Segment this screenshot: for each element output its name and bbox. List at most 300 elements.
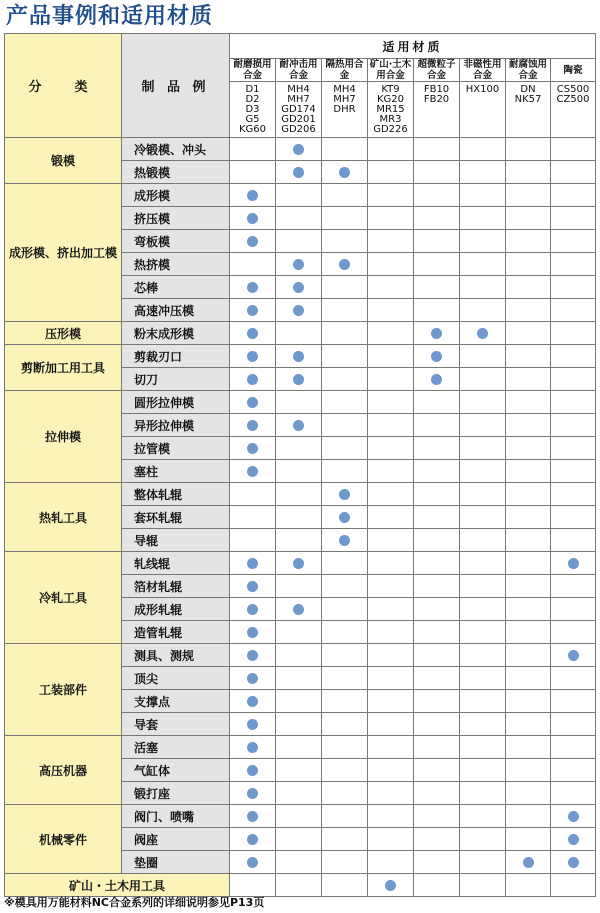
suitable-mark-icon xyxy=(293,282,304,293)
suitability-cell xyxy=(460,506,506,529)
suitability-cell xyxy=(230,782,276,805)
suitability-cell xyxy=(322,552,368,575)
suitability-cell xyxy=(506,690,551,713)
suitability-cell xyxy=(414,851,460,874)
product-cell: 粉末成形模 xyxy=(122,322,230,345)
suitable-mark-icon xyxy=(385,880,396,891)
suitability-cell xyxy=(414,644,460,667)
suitability-cell xyxy=(551,690,596,713)
product-cell: 活塞 xyxy=(122,736,230,759)
suitability-cell xyxy=(230,598,276,621)
suitable-mark-icon xyxy=(247,696,258,707)
suitability-cell xyxy=(230,736,276,759)
suitable-mark-icon xyxy=(247,328,258,339)
suitability-cell xyxy=(368,253,414,276)
suitability-cell xyxy=(276,552,322,575)
suitability-cell xyxy=(414,690,460,713)
suitability-cell xyxy=(322,184,368,207)
suitability-cell xyxy=(551,138,596,161)
suitability-cell xyxy=(414,391,460,414)
suitability-cell xyxy=(460,575,506,598)
material-table xyxy=(4,33,596,897)
suitability-cell xyxy=(368,828,414,851)
product-cell: 剪裁刃口 xyxy=(122,345,230,368)
suitable-mark-icon xyxy=(247,443,258,454)
grade-label: GD201 xyxy=(281,114,316,125)
material-name: 非磁性用合金 xyxy=(460,59,506,82)
suitability-cell xyxy=(368,299,414,322)
suitability-cell xyxy=(551,276,596,299)
suitable-mark-icon xyxy=(293,420,304,431)
suitability-cell xyxy=(368,437,414,460)
product-cell: 锻打座 xyxy=(122,782,230,805)
suitability-cell xyxy=(551,713,596,736)
suitability-cell xyxy=(506,207,551,230)
material-name: 陶瓷 xyxy=(551,59,596,82)
suitable-mark-icon xyxy=(247,397,258,408)
suitability-cell xyxy=(322,207,368,230)
suitability-cell xyxy=(368,782,414,805)
suitability-cell xyxy=(276,621,322,644)
suitability-cell xyxy=(460,782,506,805)
category-cell: 冷轧工具 xyxy=(5,552,122,644)
suitability-cell xyxy=(460,690,506,713)
suitability-cell xyxy=(322,345,368,368)
suitability-cell xyxy=(506,161,551,184)
suitable-mark-icon xyxy=(247,351,258,362)
suitability-cell xyxy=(368,230,414,253)
suitability-cell xyxy=(368,575,414,598)
suitability-cell xyxy=(551,874,596,897)
suitable-mark-icon xyxy=(568,857,579,868)
suitability-cell xyxy=(551,759,596,782)
product-cell: 异形拉伸模 xyxy=(122,414,230,437)
suitability-cell xyxy=(322,598,368,621)
suitable-mark-icon xyxy=(247,604,258,615)
grade-label: D3 xyxy=(245,104,260,115)
category-cell: 拉伸模 xyxy=(5,391,122,483)
suitability-cell xyxy=(414,529,460,552)
suitability-cell xyxy=(230,230,276,253)
suitability-cell xyxy=(230,368,276,391)
suitability-cell xyxy=(551,506,596,529)
suitability-cell xyxy=(276,184,322,207)
suitability-cell xyxy=(506,828,551,851)
suitable-mark-icon xyxy=(247,213,258,224)
suitability-cell xyxy=(506,621,551,644)
suitability-cell xyxy=(506,713,551,736)
suitable-mark-icon xyxy=(568,650,579,661)
suitability-cell xyxy=(322,506,368,529)
suitability-cell xyxy=(368,460,414,483)
suitability-cell xyxy=(506,805,551,828)
suitability-cell xyxy=(414,782,460,805)
product-cell: 导辊 xyxy=(122,529,230,552)
suitability-cell xyxy=(551,460,596,483)
suitability-cell xyxy=(368,621,414,644)
suitability-cell xyxy=(506,483,551,506)
suitability-cell xyxy=(368,391,414,414)
suitability-cell xyxy=(460,713,506,736)
material-name: 耐冲击用合金 xyxy=(276,59,322,82)
suitability-cell xyxy=(276,483,322,506)
suitability-cell xyxy=(276,713,322,736)
table-row xyxy=(5,391,596,414)
suitable-mark-icon xyxy=(247,719,258,730)
suitability-cell xyxy=(414,598,460,621)
suitability-cell xyxy=(322,713,368,736)
suitable-mark-icon xyxy=(293,144,304,155)
table-row xyxy=(5,345,596,368)
suitability-cell xyxy=(506,276,551,299)
suitable-mark-icon xyxy=(339,167,350,178)
category-cell: 机械零件 xyxy=(5,805,122,874)
suitability-cell xyxy=(551,161,596,184)
materials-header: 适用材质 xyxy=(230,34,596,59)
suitability-cell xyxy=(460,230,506,253)
table-row xyxy=(5,184,596,207)
suitability-cell xyxy=(414,759,460,782)
suitability-cell xyxy=(414,460,460,483)
suitability-cell xyxy=(230,460,276,483)
suitability-cell xyxy=(322,253,368,276)
suitability-cell xyxy=(276,207,322,230)
grade-label: MH7 xyxy=(333,94,356,105)
suitable-mark-icon xyxy=(247,765,258,776)
grade-label: NK57 xyxy=(514,94,542,105)
grade-label: GD226 xyxy=(373,124,408,135)
suitable-mark-icon xyxy=(247,558,258,569)
suitability-cell xyxy=(230,276,276,299)
suitability-cell xyxy=(414,805,460,828)
suitability-cell xyxy=(460,805,506,828)
grade-label: D2 xyxy=(245,94,260,105)
category-cell: 锻模 xyxy=(5,138,122,184)
product-cell: 冷锻模、冲头 xyxy=(122,138,230,161)
suitability-cell xyxy=(460,621,506,644)
suitability-cell xyxy=(230,713,276,736)
grade-label: CZ500 xyxy=(556,94,590,105)
category-cell: 矿山・土木用工具 xyxy=(5,874,230,897)
suitability-cell xyxy=(460,828,506,851)
suitability-cell xyxy=(368,552,414,575)
suitability-cell xyxy=(276,874,322,897)
suitability-cell xyxy=(322,805,368,828)
suitability-cell xyxy=(460,736,506,759)
suitability-cell xyxy=(506,230,551,253)
suitability-cell xyxy=(322,437,368,460)
suitability-cell xyxy=(276,851,322,874)
suitability-cell xyxy=(230,690,276,713)
suitability-cell xyxy=(460,529,506,552)
suitability-cell xyxy=(322,874,368,897)
table-row xyxy=(5,644,596,667)
product-cell: 支撑点 xyxy=(122,690,230,713)
suitability-cell xyxy=(230,506,276,529)
material-grades xyxy=(322,82,368,138)
suitability-cell xyxy=(506,322,551,345)
grade-label: MH4 xyxy=(287,84,310,95)
suitability-cell xyxy=(551,299,596,322)
suitability-cell xyxy=(276,828,322,851)
suitability-cell xyxy=(551,782,596,805)
suitable-mark-icon xyxy=(247,236,258,247)
material-grades xyxy=(460,82,506,138)
suitable-mark-icon xyxy=(247,742,258,753)
product-cell: 芯棒 xyxy=(122,276,230,299)
suitability-cell xyxy=(551,575,596,598)
suitability-cell xyxy=(322,138,368,161)
suitability-cell xyxy=(230,483,276,506)
suitability-cell xyxy=(368,483,414,506)
suitability-cell xyxy=(506,368,551,391)
suitability-cell xyxy=(506,437,551,460)
suitability-cell xyxy=(551,253,596,276)
product-cell: 圆形拉伸模 xyxy=(122,391,230,414)
suitability-cell xyxy=(551,667,596,690)
suitability-cell xyxy=(460,253,506,276)
suitability-cell xyxy=(368,713,414,736)
suitability-cell xyxy=(368,184,414,207)
suitability-cell xyxy=(322,414,368,437)
suitability-cell xyxy=(230,805,276,828)
product-cell: 高速冲压模 xyxy=(122,299,230,322)
suitability-cell xyxy=(276,690,322,713)
suitability-cell xyxy=(368,529,414,552)
category-cell: 工装部件 xyxy=(5,644,122,736)
suitable-mark-icon xyxy=(293,604,304,615)
suitability-cell xyxy=(414,667,460,690)
suitability-cell xyxy=(368,759,414,782)
suitability-cell xyxy=(322,460,368,483)
suitability-cell xyxy=(506,598,551,621)
suitability-cell xyxy=(276,299,322,322)
suitability-cell xyxy=(414,621,460,644)
suitability-cell xyxy=(460,299,506,322)
suitability-cell xyxy=(506,529,551,552)
suitable-mark-icon xyxy=(293,351,304,362)
category-cell: 热轧工具 xyxy=(5,483,122,552)
suitability-cell xyxy=(368,207,414,230)
suitability-cell xyxy=(506,874,551,897)
product-cell: 箔材轧辊 xyxy=(122,575,230,598)
suitability-cell xyxy=(414,575,460,598)
suitability-cell xyxy=(551,828,596,851)
suitability-cell xyxy=(460,874,506,897)
suitable-mark-icon xyxy=(247,420,258,431)
suitability-cell xyxy=(230,667,276,690)
grade-label: FB20 xyxy=(423,94,450,105)
grade-label: GD206 xyxy=(281,124,316,135)
suitable-mark-icon xyxy=(247,834,258,845)
grade-label: MH7 xyxy=(287,94,310,105)
category-cell: 高压机器 xyxy=(5,736,122,805)
suitability-cell xyxy=(506,644,551,667)
suitable-mark-icon xyxy=(568,811,579,822)
suitable-mark-icon xyxy=(247,282,258,293)
product-cell: 轧线辊 xyxy=(122,552,230,575)
suitability-cell xyxy=(276,805,322,828)
product-cell: 测具、测规 xyxy=(122,644,230,667)
suitable-mark-icon xyxy=(247,581,258,592)
suitability-cell xyxy=(322,276,368,299)
suitability-cell xyxy=(322,644,368,667)
suitability-cell xyxy=(230,253,276,276)
material-grades xyxy=(276,82,322,138)
suitability-cell xyxy=(276,782,322,805)
suitability-cell xyxy=(276,759,322,782)
suitability-cell xyxy=(551,621,596,644)
suitability-cell xyxy=(551,414,596,437)
suitability-cell xyxy=(322,299,368,322)
suitability-cell xyxy=(551,529,596,552)
grade-label: DN xyxy=(520,84,536,95)
suitability-cell xyxy=(230,138,276,161)
suitability-cell xyxy=(368,736,414,759)
product-cell: 热锻模 xyxy=(122,161,230,184)
product-cell: 阀座 xyxy=(122,828,230,851)
suitability-cell xyxy=(460,138,506,161)
suitability-cell xyxy=(322,368,368,391)
material-grades xyxy=(230,82,276,138)
product-cell: 垫圈 xyxy=(122,851,230,874)
suitability-cell xyxy=(368,874,414,897)
page-title: 产品事例和适用材质 xyxy=(6,4,214,29)
table-row xyxy=(5,552,596,575)
suitability-cell xyxy=(322,851,368,874)
suitability-cell xyxy=(460,368,506,391)
suitability-cell xyxy=(276,506,322,529)
material-grades xyxy=(551,82,596,138)
suitability-cell xyxy=(551,736,596,759)
suitability-cell xyxy=(460,184,506,207)
suitability-cell xyxy=(276,345,322,368)
suitability-cell xyxy=(230,322,276,345)
suitability-cell xyxy=(322,782,368,805)
material-name: 耐腐蚀用合金 xyxy=(506,59,551,82)
suitability-cell xyxy=(506,345,551,368)
suitable-mark-icon xyxy=(523,857,534,868)
product-cell: 挤压模 xyxy=(122,207,230,230)
suitability-cell xyxy=(551,644,596,667)
suitability-cell xyxy=(322,483,368,506)
suitability-cell xyxy=(506,736,551,759)
grade-label: CS500 xyxy=(556,84,590,95)
suitability-cell xyxy=(230,161,276,184)
suitability-cell xyxy=(276,736,322,759)
suitability-cell xyxy=(368,805,414,828)
suitability-cell xyxy=(460,207,506,230)
suitable-mark-icon xyxy=(293,259,304,270)
suitable-mark-icon xyxy=(247,305,258,316)
suitable-mark-icon xyxy=(247,673,258,684)
suitability-cell xyxy=(551,483,596,506)
suitability-cell xyxy=(230,414,276,437)
suitability-cell xyxy=(506,391,551,414)
suitability-cell xyxy=(276,598,322,621)
suitable-mark-icon xyxy=(568,558,579,569)
table-row xyxy=(5,805,596,828)
grade-label: MH4 xyxy=(333,84,356,95)
suitability-cell xyxy=(460,437,506,460)
suitability-cell xyxy=(322,529,368,552)
category-cell: 剪断加工用工具 xyxy=(5,345,122,391)
suitable-mark-icon xyxy=(247,788,258,799)
material-grades xyxy=(506,82,551,138)
suitability-cell xyxy=(551,184,596,207)
suitability-cell xyxy=(276,414,322,437)
suitability-cell xyxy=(506,184,551,207)
suitability-cell xyxy=(230,759,276,782)
suitability-cell xyxy=(368,644,414,667)
suitability-cell xyxy=(230,529,276,552)
suitability-cell xyxy=(276,529,322,552)
suitable-mark-icon xyxy=(247,627,258,638)
suitability-cell xyxy=(368,598,414,621)
suitability-cell xyxy=(460,552,506,575)
suitability-cell xyxy=(551,437,596,460)
suitable-mark-icon xyxy=(431,374,442,385)
suitability-cell xyxy=(276,161,322,184)
suitability-cell xyxy=(414,184,460,207)
suitable-mark-icon xyxy=(293,374,304,385)
suitability-cell xyxy=(276,391,322,414)
suitability-cell xyxy=(414,552,460,575)
grade-label: KG20 xyxy=(376,94,405,105)
suitable-mark-icon xyxy=(339,512,350,523)
footnote: ※模具用万能材料NC合金系列的详细说明参见P13页 xyxy=(4,896,265,909)
suitability-cell xyxy=(506,552,551,575)
product-header: 制 品 例 xyxy=(122,34,230,138)
suitability-cell xyxy=(414,299,460,322)
suitability-cell xyxy=(276,368,322,391)
material-name: 耐磨损用合金 xyxy=(230,59,276,82)
suitability-cell xyxy=(368,322,414,345)
table-row xyxy=(5,483,596,506)
product-cell: 弯板模 xyxy=(122,230,230,253)
suitability-cell xyxy=(276,460,322,483)
suitability-cell xyxy=(506,506,551,529)
suitability-cell xyxy=(276,437,322,460)
suitability-cell xyxy=(506,299,551,322)
suitability-cell xyxy=(322,161,368,184)
suitability-cell xyxy=(368,690,414,713)
suitability-cell xyxy=(551,368,596,391)
grade-label: MR3 xyxy=(379,114,402,125)
grade-label: HX100 xyxy=(465,84,500,95)
suitability-cell xyxy=(414,828,460,851)
suitability-cell xyxy=(230,184,276,207)
suitability-cell xyxy=(230,644,276,667)
grade-label: FB10 xyxy=(423,84,450,95)
suitability-cell xyxy=(460,414,506,437)
suitability-cell xyxy=(230,391,276,414)
suitability-cell xyxy=(551,391,596,414)
suitability-cell xyxy=(322,230,368,253)
suitability-cell xyxy=(414,276,460,299)
category-cell: 成形模、挤出加工模 xyxy=(5,184,122,322)
suitable-mark-icon xyxy=(339,489,350,500)
suitability-cell xyxy=(460,759,506,782)
suitability-cell xyxy=(276,276,322,299)
suitability-cell xyxy=(322,828,368,851)
suitability-cell xyxy=(368,414,414,437)
suitability-cell xyxy=(230,437,276,460)
grade-label: KG60 xyxy=(238,124,267,135)
grade-label: MR15 xyxy=(376,104,405,115)
product-cell: 整体轧辊 xyxy=(122,483,230,506)
suitability-cell xyxy=(276,253,322,276)
